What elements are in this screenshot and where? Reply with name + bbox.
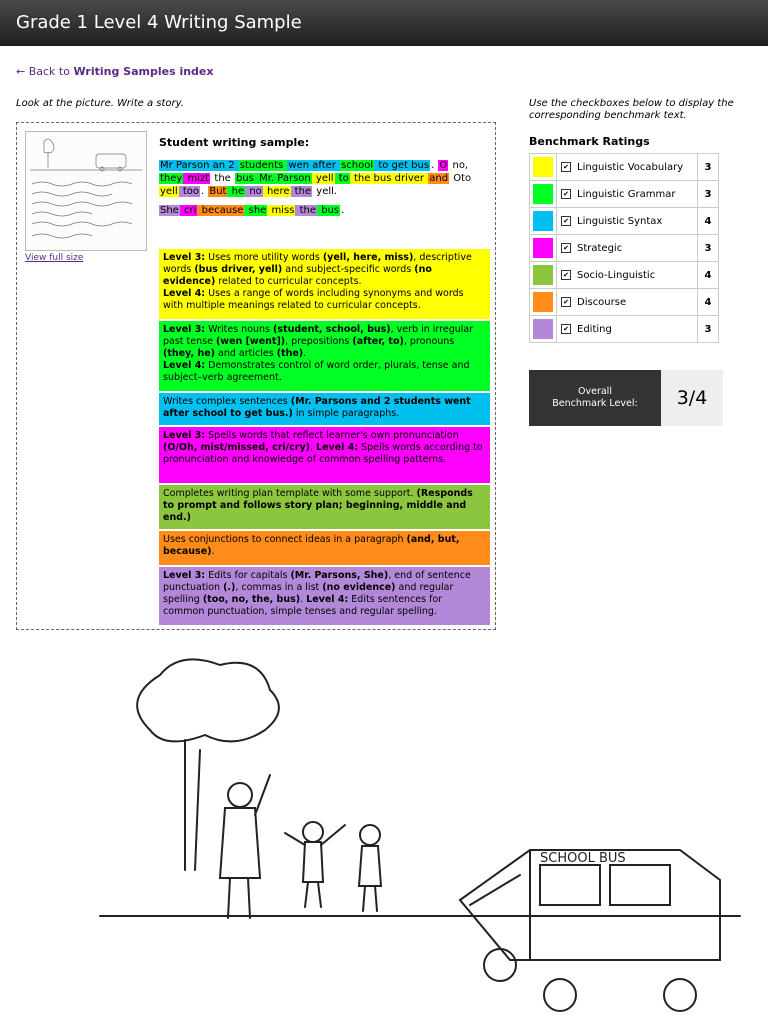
story-word-highlight: too <box>179 186 199 197</box>
writing-sample-panel <box>16 122 496 630</box>
story-word-highlight: students <box>239 160 287 171</box>
rating-score: 4 <box>698 208 719 235</box>
rating-swatch-cell <box>530 181 557 208</box>
benchmark-description <box>159 321 490 391</box>
story-word-highlight: the <box>291 186 312 197</box>
rating-row <box>530 289 719 316</box>
school-bus <box>460 850 720 1011</box>
student-figure-1 <box>285 822 345 907</box>
thumbnail-sketch <box>26 132 146 250</box>
story-word-highlight: . <box>341 205 345 216</box>
story-picture <box>0 650 768 1024</box>
color-swatch <box>533 319 553 339</box>
benchmark-emphasis: Level 3: <box>163 430 206 441</box>
color-swatch <box>533 292 553 312</box>
benchmark-emphasis: (bus driver, yell) <box>194 264 283 275</box>
story-word-highlight: they <box>160 173 183 184</box>
rating-checkbox[interactable]: ✔ <box>561 216 571 226</box>
rating-row <box>530 262 719 289</box>
benchmark-emphasis: (no evidence) <box>322 582 396 593</box>
benchmark-text: and articles <box>215 348 277 359</box>
view-full-size-link[interactable]: View full size <box>25 253 84 263</box>
benchmark-emphasis: (Responds to prompt and follows story plan; beginning, middle and end.) <box>163 488 473 523</box>
rating-checkbox[interactable]: ✔ <box>561 297 571 307</box>
benchmark-emphasis: (.) <box>223 582 236 593</box>
story-word-highlight: Mr Parson an 2 <box>160 160 238 171</box>
benchmark-emphasis: (they, he) <box>163 348 216 359</box>
benchmark-text: , descriptive words <box>163 252 472 275</box>
benchmark-ratings-title: Benchmark Ratings <box>529 135 650 148</box>
rating-swatch-cell <box>530 262 557 289</box>
rating-label-cell <box>557 262 698 289</box>
story-word-highlight: no <box>246 186 262 197</box>
story-word-highlight: because <box>198 205 244 216</box>
rating-swatch-cell <box>530 154 557 181</box>
rating-label: Strategic <box>577 242 623 254</box>
benchmark-text: . <box>211 546 215 557</box>
page-title: Grade 1 Level 4 Writing Sample <box>16 12 302 33</box>
benchmark-text: , commas in a list <box>235 582 323 593</box>
story-word-highlight: here <box>263 186 290 197</box>
rating-label: Editing <box>577 323 612 335</box>
overall-benchmark <box>529 370 723 426</box>
story-word-highlight: bus <box>318 205 340 216</box>
story-word-highlight: . <box>431 160 438 171</box>
benchmark-emphasis: (wen [went]) <box>215 336 286 347</box>
story-word-highlight: cri <box>180 205 197 216</box>
rating-row <box>530 154 719 181</box>
rating-label-cell <box>557 181 698 208</box>
tree-trunk <box>185 740 200 870</box>
rating-checkbox[interactable]: ✔ <box>561 162 571 172</box>
benchmark-emphasis: (too, no, the, bus) <box>202 594 301 605</box>
benchmark-text: Demonstrates control of word order, plurals, tense and subject–verb agreement. <box>163 360 470 383</box>
benchmark-text: . <box>309 442 317 453</box>
rating-score: 4 <box>698 289 719 316</box>
back-to-index-link[interactable] <box>16 65 214 78</box>
rating-swatch-cell <box>530 316 557 343</box>
benchmark-emphasis: Level 4: <box>163 288 206 299</box>
benchmark-description <box>159 393 490 425</box>
rating-label-cell <box>557 208 698 235</box>
benchmark-text: and subject-specific words <box>282 264 415 275</box>
rating-swatch-cell <box>530 208 557 235</box>
benchmark-emphasis: (no evidence) <box>163 264 432 287</box>
benchmark-text: Completes writing plan template with some support. <box>163 488 417 499</box>
rating-row <box>530 235 719 262</box>
student-figure-2 <box>359 825 381 911</box>
writing-prompt: Look at the picture. Write a story. <box>16 98 184 109</box>
rating-score: 3 <box>698 181 719 208</box>
story-word-highlight: yell <box>312 173 334 184</box>
benchmark-text: Edits for capitals <box>205 570 291 581</box>
benchmark-text: Writes nouns <box>205 324 274 335</box>
benchmark-emphasis: Level 4: <box>316 442 359 453</box>
color-swatch <box>533 238 553 258</box>
story-word-highlight: Mr. Parson <box>255 173 311 184</box>
rating-checkbox[interactable]: ✔ <box>561 189 571 199</box>
overall-label-line1: Overall <box>578 386 612 397</box>
benchmark-emphasis: (and, but, because) <box>163 534 460 557</box>
benchmark-text: . <box>303 348 307 359</box>
benchmark-emphasis: (the) <box>276 348 304 359</box>
rating-checkbox[interactable]: ✔ <box>561 270 571 280</box>
student-story <box>159 159 489 223</box>
benchmark-emphasis: (yell, here, miss) <box>322 252 414 263</box>
benchmark-description <box>159 531 490 565</box>
story-word-highlight: . <box>200 186 208 197</box>
teacher-figure <box>220 775 270 918</box>
benchmark-text: Uses a range of words including synonyms and words with multiple meanings related to curricular concepts. <box>163 288 464 311</box>
story-word-highlight: yell <box>160 186 178 197</box>
story-word-highlight: the bus driver <box>350 173 428 184</box>
rating-label: Linguistic Syntax <box>577 215 663 227</box>
color-swatch <box>533 211 553 231</box>
story-word-highlight: she <box>245 205 267 216</box>
rating-checkbox[interactable]: ✔ <box>561 243 571 253</box>
rating-row <box>530 181 719 208</box>
writing-sample-thumbnail[interactable] <box>25 131 147 251</box>
story-word-highlight: and <box>429 173 449 184</box>
benchmark-emphasis: (O/Oh, mist/missed, cri/cry) <box>163 442 310 453</box>
rating-label-cell <box>557 289 698 316</box>
back-link-prefix: ← Back to <box>16 65 74 78</box>
benchmark-text: , end of sentence punctuation <box>163 570 471 593</box>
benchmark-text: Edits sentences for common punctuation, simple tenses and regular spelling. <box>163 594 443 617</box>
story-word-highlight: But <box>209 186 227 197</box>
student-writing-title: Student writing sample: <box>159 136 310 149</box>
back-link-text: Writing Samples index <box>73 65 214 78</box>
title-bar <box>0 0 768 46</box>
rating-label-cell <box>557 154 698 181</box>
story-word-highlight: wen after <box>288 160 340 171</box>
rating-swatch-cell <box>530 235 557 262</box>
rating-score: 3 <box>698 154 719 181</box>
rating-row <box>530 208 719 235</box>
benchmark-text: , prepositions <box>285 336 353 347</box>
color-swatch <box>533 157 553 177</box>
rating-score: 3 <box>698 316 719 343</box>
benchmark-text: Uses more utility words <box>205 252 323 263</box>
story-word-highlight: no, <box>449 160 469 171</box>
story-word-highlight: She <box>160 205 179 216</box>
ratings-hint: Use the checkboxes below to display the corresponding benchmark text. <box>529 98 734 121</box>
benchmark-text: . <box>300 594 307 605</box>
story-word-highlight: he <box>228 186 245 197</box>
story-word-highlight: bus <box>236 173 254 184</box>
benchmark-emphasis: Level 3: <box>163 252 206 263</box>
benchmark-emphasis: (after, to) <box>352 336 404 347</box>
rating-checkbox[interactable]: ✔ <box>561 324 571 334</box>
story-word-highlight: Oto <box>450 173 472 184</box>
benchmark-text: and regular spelling <box>163 582 454 605</box>
rating-swatch-cell <box>530 289 557 316</box>
story-paragraph <box>159 204 489 217</box>
benchmark-text: , pronouns <box>403 336 455 347</box>
story-word-highlight: miss <box>268 205 295 216</box>
overall-label <box>529 370 661 426</box>
benchmark-description <box>159 249 490 319</box>
overall-level-value: 3/4 <box>661 370 723 426</box>
benchmark-text: Uses conjunctions to connect ideas in a paragraph <box>163 534 407 545</box>
benchmark-emphasis: (Mr. Parsons, She) <box>290 570 389 581</box>
rating-label: Linguistic Grammar <box>577 188 676 200</box>
benchmark-emphasis: Level 4: <box>163 360 206 371</box>
tree-crown <box>137 659 279 741</box>
story-word-highlight: the <box>211 173 234 184</box>
story-word-highlight: yell. <box>313 186 338 197</box>
color-swatch <box>533 184 553 204</box>
rating-score: 3 <box>698 235 719 262</box>
rating-label: Discourse <box>577 296 627 308</box>
benchmark-text: Spells words according to pronunciation and knowledge of common spelling patterns. <box>163 442 483 465</box>
benchmark-description <box>159 427 490 483</box>
benchmark-text: in simple paragraphs. <box>292 408 400 419</box>
benchmark-text: Spells words that reflect learner's own pronunciation <box>205 430 459 441</box>
rating-label: Linguistic Vocabulary <box>577 161 684 173</box>
benchmark-emphasis: Level 4: <box>306 594 349 605</box>
story-paragraph <box>159 159 489 198</box>
benchmark-text: related to curricular concepts. <box>215 276 362 287</box>
rating-label-cell <box>557 235 698 262</box>
color-swatch <box>533 265 553 285</box>
benchmark-emphasis: Level 3: <box>163 570 206 581</box>
benchmark-description <box>159 567 490 625</box>
overall-label-line2: Benchmark Level: <box>552 398 638 409</box>
story-word-highlight: school <box>341 160 374 171</box>
benchmark-text: , verb in irregular past tense <box>163 324 474 347</box>
story-word-highlight: to <box>335 173 349 184</box>
rating-label: Socio-Linguistic <box>577 269 656 281</box>
benchmark-ratings-table <box>529 153 719 343</box>
benchmark-text: Writes complex sentences <box>163 396 291 407</box>
story-word-highlight: mizt <box>184 173 210 184</box>
story-word-highlight: the <box>296 205 317 216</box>
bus-label: SCHOOL BUS <box>540 851 626 866</box>
story-word-highlight: to get bus <box>375 160 430 171</box>
benchmark-emphasis: Level 3: <box>163 324 206 335</box>
rating-label-cell <box>557 316 698 343</box>
benchmark-emphasis: (Mr. Parsons and 2 students went after school to get bus.) <box>163 396 471 419</box>
benchmark-description <box>159 485 490 529</box>
rating-score: 4 <box>698 262 719 289</box>
story-word-highlight: O <box>439 160 448 171</box>
rating-row <box>530 316 719 343</box>
benchmark-emphasis: (student, school, bus) <box>273 324 391 335</box>
